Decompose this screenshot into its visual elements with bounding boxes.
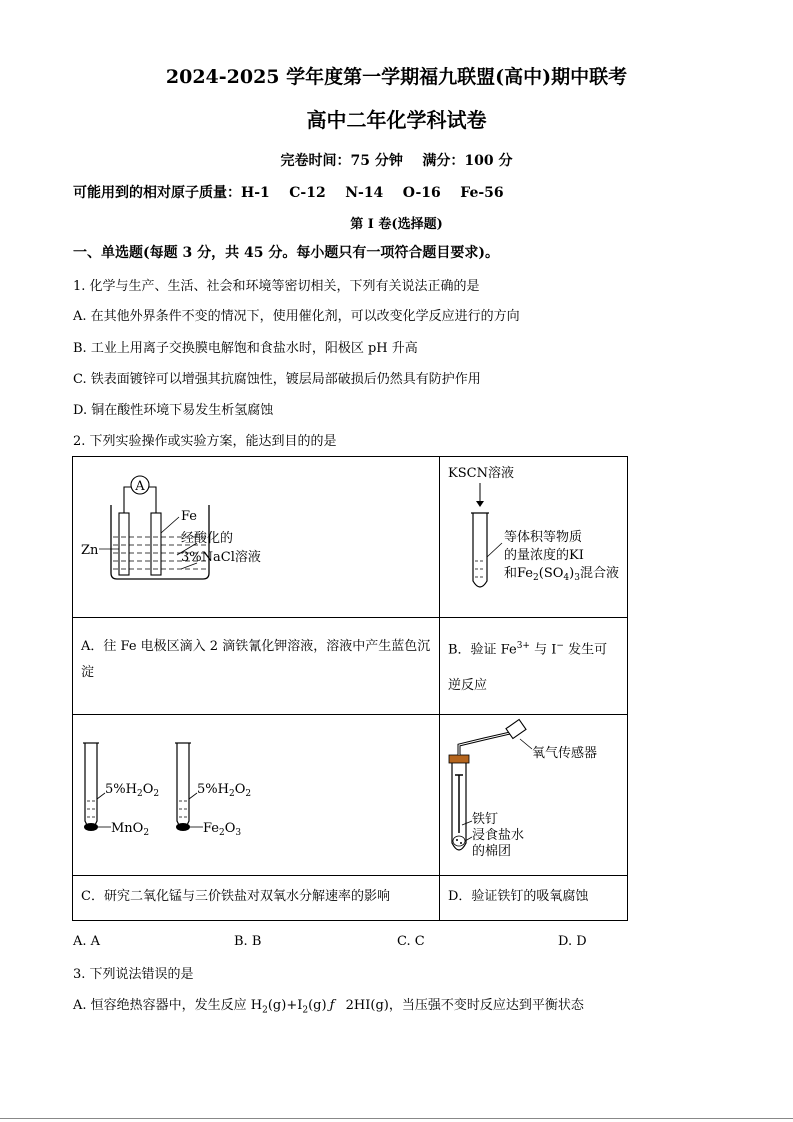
- q3-option-a: A. 恒容绝热容器中，发生反应 $H_2(g)+I_2(g)$ ƒ 2HI(g)，当压强不变时反应达到平衡状态: [73, 998, 584, 1016]
- q2-stem: 2. 下列实验操作或实验方案，能达到目的的是: [73, 434, 337, 449]
- h2o2-right-label: $5\%H_2O_2$: [197, 782, 252, 800]
- page-bottom-divider: [0, 1118, 793, 1119]
- q2-choice-a: A. A: [73, 934, 101, 949]
- zn-label: Zn: [81, 543, 99, 558]
- q2-option-table: [72, 456, 628, 921]
- mixture-label-line1: 等体积等物质: [504, 530, 583, 545]
- figure-a-electrolysis-diagram: [73, 457, 439, 613]
- figure-d-oxygen-sensor-diagram: [440, 715, 627, 871]
- figure-b-test-tube-diagram: [440, 457, 627, 613]
- cotton-label-line2: 的棉团: [472, 844, 512, 860]
- solution-label-line1: 经酸化的: [181, 531, 234, 546]
- caption-a-cell: [73, 618, 440, 715]
- q1-option-a: A. 在其他外界条件不变的情况下，使用催化剂，可以改变化学反应进行的方向: [73, 309, 520, 324]
- figure-a-cell: [73, 457, 440, 618]
- kscn-label: KSCN溶液: [448, 466, 514, 481]
- cotton-label-line1: 浸食盐水: [472, 828, 525, 844]
- q2-choice-b: B. B: [234, 934, 262, 949]
- figure-d-cell: [440, 715, 628, 876]
- figure-b-cell: [440, 457, 628, 618]
- caption-b-cell: [440, 618, 628, 715]
- time-score-info: 完卷时间：75 分钟 满分：100 分: [280, 153, 513, 169]
- caption-c: C．研究二氧化锰与三价铁盐对双氧水分解速率的影响: [81, 889, 390, 905]
- caption-d: D．验证铁钉的吸氧腐蚀: [448, 889, 589, 905]
- caption-b: B．验证 $Fe^{3+}$ 与 I− 发生可逆反应: [448, 641, 608, 694]
- caption-c-cell: [73, 876, 440, 921]
- volume-title: 第 I 卷(选择题): [350, 217, 443, 232]
- exam-title: 2024-2025 学年度第一学期福九联盟(高中)期中联考: [165, 66, 628, 88]
- figure-c-cell: [73, 715, 440, 876]
- q3-stem: 3. 下列说法错误的是: [73, 967, 194, 982]
- q1-stem: 1. 化学与生产、生活、社会和环境等密切相关，下列有关说法正确的是: [73, 279, 480, 294]
- q1-option-d: D. 铜在酸性环境下易发生析氢腐蚀: [73, 403, 274, 418]
- q1-option-b: B. 工业上用离子交换膜电解饱和食盐水时，阳极区 pH 升高: [73, 341, 418, 356]
- fe-label: Fe: [181, 509, 198, 524]
- q2-choice-c: C. C: [397, 934, 425, 949]
- oxygen-sensor-label: 氧气传感器: [532, 746, 598, 762]
- mixture-label-line2: 的量浓度的KI: [504, 548, 584, 563]
- mno2-label: MnO$_2$: [111, 821, 150, 839]
- q2-choice-d: D. D: [558, 934, 587, 949]
- exam-subtitle: 高中二年化学科试卷: [306, 108, 487, 132]
- ammeter-label: A: [135, 479, 145, 494]
- solution-label-line2: 3%NaCl溶液: [181, 550, 261, 565]
- mixture-label-line3: 和$Fe_2(SO_4)_3$混合液: [504, 566, 619, 583]
- section-title: 一、单选题(每题 3 分，共 45 分。每小题只有一项符合题目要求)。: [73, 245, 499, 261]
- caption-a: A．往 Fe 电极区滴入 2 滴铁氰化钾溶液，溶液中产生蓝色沉淀: [81, 639, 431, 680]
- figure-c-h2o2-diagram: [73, 715, 439, 871]
- q1-option-c: C. 铁表面镀锌可以增强其抗腐蚀性，镀层局部破损后仍然具有防护作用: [73, 372, 481, 387]
- nail-label: 铁钉: [472, 812, 499, 828]
- fe2o3-label: $Fe_2O_3$: [203, 821, 242, 839]
- caption-d-cell: [440, 876, 628, 921]
- h2o2-left-label: $5\%H_2O_2$: [105, 782, 160, 800]
- atomic-masses: 可能用到的相对原子质量：H-1 C-12 N-14 O-16 Fe-56: [73, 185, 504, 201]
